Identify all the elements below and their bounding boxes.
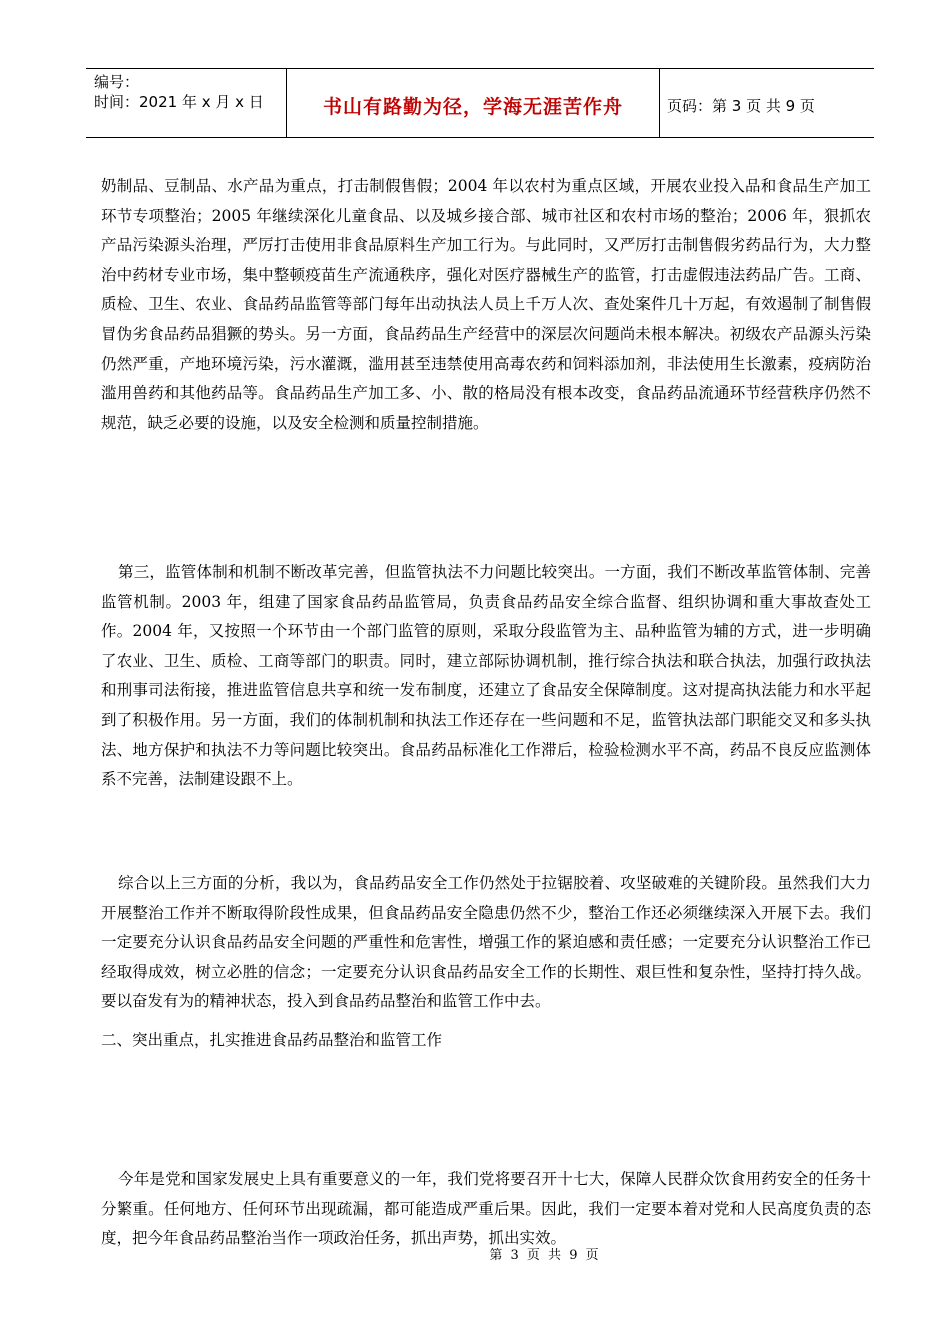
body-paragraph-1: 奶制品、豆制品、水产品为重点，打击制假售假；2004 年以农村为重点区域，开展农业投入品和食品生产加工环节专项整治；2005 年继续深化儿童食品、以及城乡接合部、城市社区和农村市场的整治；2006 年，狠抓农产品污染源头治理，严厉打击使用非食品原料生产加工行为。与此同时，又严厉打击制售假劣药品行为，大力整治中药材专业市场，集中整顿疫苗生产流通秩序，强化对医疗器械生产的监管，打击虚假违法药品广告。工商、质检、卫生、农业、食品药品监管等部门每年出动执法人员上千万人次、查处案件几十万起，有效遏制了制售假冒伪劣食品药品猖獗的势头。另一方面，食品药品生产经营中的深层次问题尚未根本解决。初级农产品源头污染仍然严重，产地环境污染，污水灌溉，滥用甚至违禁使用高毒农药和饲料添加剂，非法使用生长激素，疫病防治滥用兽药和其他药品等。食品药品生产加工多、小、散的格局没有根本改变，食品药品流通环节经营秩序仍然不规范，缺乏必要的设施，以及安全检测和质量控制措施。 — [101, 177, 871, 432]
body-paragraph-2: 第三，监管体制和机制不断改革完善，但监管执法不力问题比较突出。一方面，我们不断改革监管体制、完善监管机制。2003 年，组建了国家食品药品监管局，负责食品药品安全综合监督、组织协调和重大事故查处工作。2004 年，又按照一个环节由一个部门监管的原则，采取分段监管为主、品种监管为辅的方式，进一步明确了农业、卫生、质检、工商等部门的职责。同时，建立部际协调机制，推行综合执法和联合执法，加强行政执法和刑事司法衔接，推进监管信息共享和统一发布制度，还建立了食品安全保障制度。这对提高执法能力和水平起到了积极作用。另一方面，我们的体制机制和执法工作还存在一些问题和不足，监管执法部门职能交叉和多头执法、地方保护和执法不力等问题比较突出。食品药品标准化工作滞后，检验检测水平不高，药品不良反应监测体系不完善，法制建设跟不上。 — [101, 563, 871, 789]
document-number-label: 编号： — [94, 73, 140, 91]
page-header — [86, 68, 874, 138]
header-motto: 书山有路勤为径，学海无涯苦作舟 — [322, 96, 623, 118]
body-paragraph-4: 今年是党和国家发展史上具有重要意义的一年，我们党将要召开十七大，保障人民群众饮食用药安全的任务十分繁重。任何地方、任何环节出现疏漏，都可能造成严重后果。因此，我们一定要本着对党和人民高度负责的态度，把今年食品药品整治当作一项政治任务，抓出声势，抓出实效。 — [101, 1170, 871, 1248]
section-heading: 二、突出重点，扎实推进食品药品整治和监管工作 — [101, 1031, 443, 1049]
header-info-cell — [86, 69, 286, 137]
page-footer: 第 3 页 共 9 页 — [489, 1248, 601, 1263]
document-time-label: 时间：2021 年 x 月 x 日 — [94, 93, 264, 111]
header-motto-cell — [286, 69, 660, 137]
header-page-number: 页码：第 3 页 共 9 页 — [667, 97, 815, 115]
header-page-cell — [659, 69, 874, 137]
body-paragraph-3: 综合以上三方面的分析，我以为，食品药品安全工作仍然处于拉锯胶着、攻坚破难的关键阶段。虽然我们大力开展整治工作并不断取得阶段性成果，但食品药品安全隐患仍然不少，整治工作还必须继续深入开展下去。我们一定要充分认识食品药品安全问题的严重性和危害性，增强工作的紧迫感和责任感；一定要充分认识整治工作已经取得成效，树立必胜的信念；一定要充分认识食品药品安全工作的长期性、艰巨性和复杂性，坚持打持久战。要以奋发有为的精神状态，投入到食品药品整治和监管工作中去。 — [101, 874, 871, 1011]
